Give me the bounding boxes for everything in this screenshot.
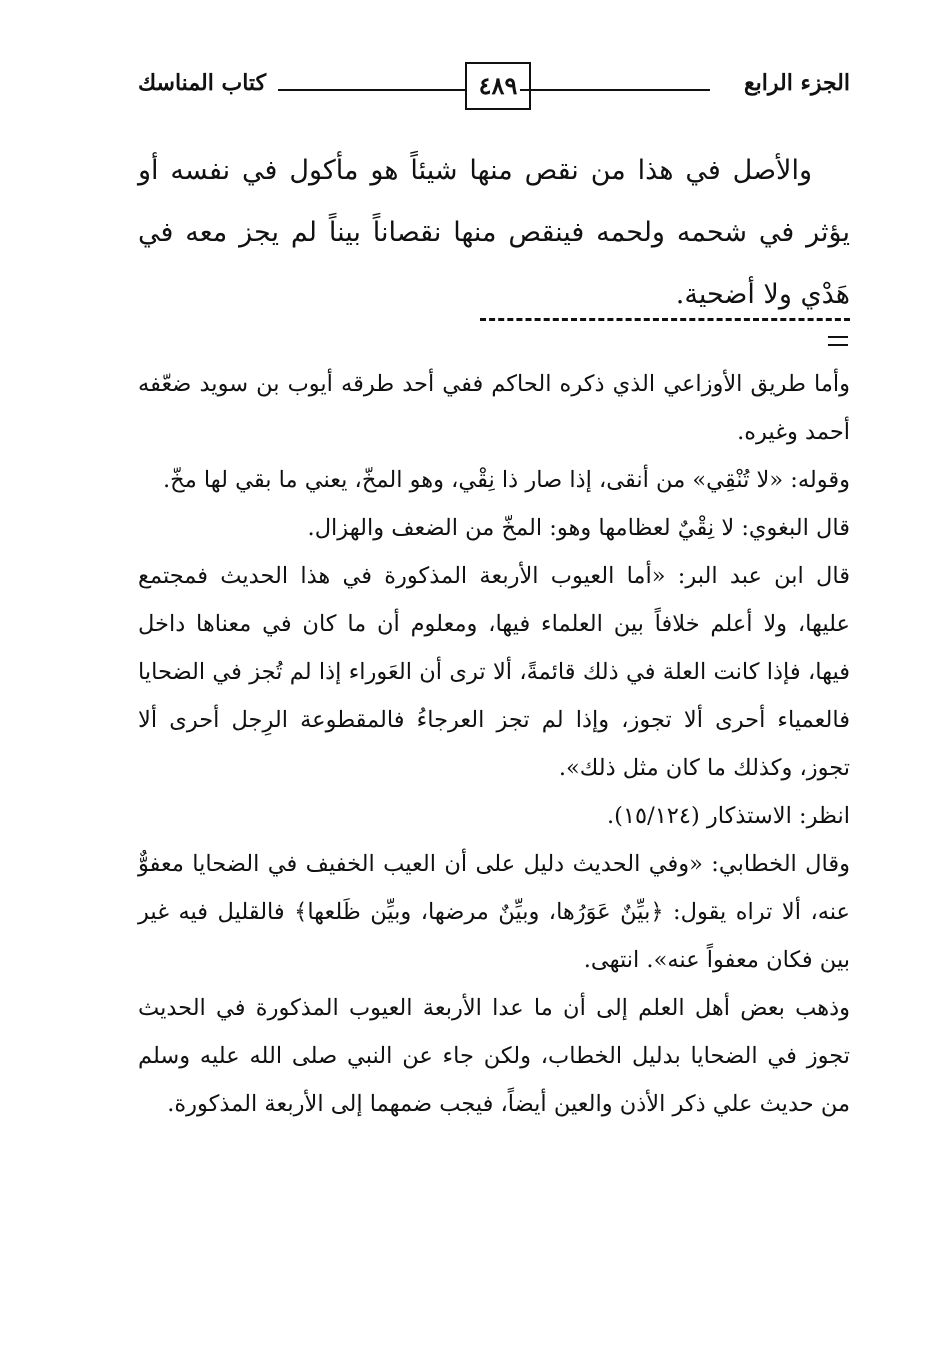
book-title: كتاب المناسك	[138, 70, 267, 96]
header-rule-right	[520, 89, 710, 91]
main-text	[138, 140, 850, 326]
page-number: ٤٨٩	[465, 62, 531, 110]
footnote-paragraph: انظر: الاستذكار (١٥/١٢٤).	[607, 803, 850, 829]
page-header	[138, 62, 850, 116]
header-rule-left	[278, 89, 466, 91]
footnote-paragraph: وقال الخطابي: «وفي الحديث دليل على أن العيب الخفيف في الضحايا معفوٌّ عنه، ألا تراه يقول: ﴿بيِّنٌ عَوَرُها، وبيِّنٌ مرضها، وبيِّن ظَلعها﴾ فالقليل فيه غير بين فكان معفواً عنه». انتهى.	[138, 851, 850, 973]
footnote-paragraph: قال البغوي: لا نِقْيٌ لعظامها وهو: المخّ من الضعف والهزال.	[307, 515, 850, 541]
footnote-paragraph: وقوله: «لا تُنْقِي» من أنقى، إذا صار ذا نِقْي، وهو المخّ، يعني ما بقي لها مخّ.	[163, 467, 850, 493]
footnotes	[138, 360, 850, 1128]
footnote-paragraph: وأما طريق الأوزاعي الذي ذكره الحاكم ففي أحد طرقه أيوب بن سويد ضعّفه أحمد وغيره.	[138, 371, 850, 445]
main-paragraph: والأصل في هذا من نقص منها شيئاً هو مأكول في نفسه أو يؤثر في شحمه ولحمه فينقص منها نقصاناً بيناً لم يجز معه في هَدْي ولا أضحية.	[138, 155, 850, 310]
footnote-paragraph: قال ابن عبد البر: «أما العيوب الأربعة المذكورة في هذا الحديث فمجتمع عليها، ولا أعلم خلافاً بين العلماء فيها، ومعلوم أن ما كان في معناها داخل فيها، فإذا كانت العلة في ذلك قائمةً، ألا ترى أن العَوراء إذا لم تُجز في الضحايا فالعمياء أحرى ألا تجوز، وإذا لم تجز العرجاءُ فالمقطوعة الرِجل أحرى ألا تجوز، وكذلك ما كان مثل ذلك».	[138, 563, 850, 781]
footnote-paragraph: وذهب بعض أهل العلم إلى أن ما عدا الأربعة العيوب المذكورة في الحديث تجوز في الضحايا بدليل الخطاب، ولكن جاء عن النبي صلى الله عليه وسلم من حديث علي ذكر الأذن والعين أيضاً، فيجب ضمهما إلى الأربعة المذكورة.	[138, 995, 850, 1117]
footnote-separator	[480, 318, 850, 321]
volume-title: الجزء الرابع	[743, 70, 850, 96]
footnote-continuation-mark	[828, 336, 848, 346]
